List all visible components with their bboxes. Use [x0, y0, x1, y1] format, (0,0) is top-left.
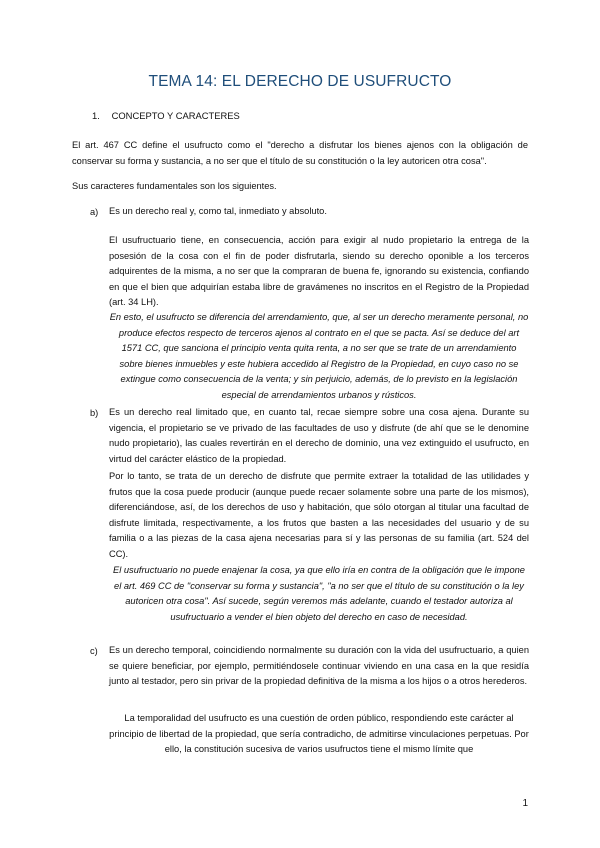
- item-b-note: El usufructuario no puede enajenar la cosa, ya que ello iría en contra de la obligación que le impone el art. 469 CC de "conservar su forma y sustancia", "a no ser que el título de su constitución o la ley autoricen otra cosa". Así sucede, según veremos más adelante, cuando el testador autoriza al usufructuario a vender el bien objeto del derecho en caso de necesidad.: [113, 565, 525, 622]
- section-number: 1.: [92, 110, 100, 121]
- page-title: TEMA 14: EL DERECHO DE USUFRUCTO: [148, 73, 452, 90]
- item-a-body: El usufructuario tiene, en consecuencia, acción para exigir al nudo propietario la entrega de la posesión de la cosa con el fin de poder disfrutarla, siendo su derecho oponible a los terceros adquirentes de la misma, a no ser que la compraran de buena fe, ignorando su existencia, confiando en que el bien que adquirían estaba libre de gravámenes no inscritos en el Registro de la Propiedad (art. 34 LH).: [109, 235, 529, 308]
- item-a-note: En esto, el usufructo se diferencia del arrendamiento, que, al ser un derecho meramente personal, no produce efectos respecto de terceros ajenos al contrato en el que se pacta. Así se deduce del art 1571 CC, que sanciona el principio venta quita renta, a no ser que se trate de un arrendamiento sobre bienes inmuebles y este hubiera accedido al Registro de la Propiedad, en cuyo caso no se extingue como consecuencia de la venta; y sin perjuicio, además, de lo previsto en la legislación especial de arrendamientos urbanos y rústicos.: [109, 312, 529, 400]
- item-a-lead: Es un derecho real y, como tal, inmediato y absoluto.: [109, 206, 327, 216]
- item-b-label: b): [90, 408, 99, 418]
- item-b-lead: Es un derecho real limitado que, en cuanto tal, recae siempre sobre una cosa ajena. Durante su vigencia, el propietario se ve privado de las facultades de uso y disfrute (de ahí que se le denomine nudo propietario), las cuales revertirán en el derecho de dominio, una vez extinguido el usufructo, en virtud del carácter elástico de la propiedad.: [109, 407, 529, 464]
- section-heading: [92, 110, 240, 121]
- item-b-body: Por lo tanto, se trata de un derecho de disfrute que permite extraer la totalidad de las utilidades y frutos que la cosa puede producir (aunque puede recaer solamente sobre una parte de los mismos), diferenciándose, así, de los derechos de uso y habitación, que sólo otorgan al titular una facultad de disfrute limitada, respectivamente, a los frutos que basten a las necesidades del usuario y de su familia o a las piezas de la casa ajena necesarias para sí y las personas de su familia (art. 524 del CC).: [109, 471, 529, 559]
- item-c-body: La temporalidad del usufructo es una cuestión de orden público, respondiendo este carácter al principio de libertad de la propiedad, que sería contradicho, de admitirse vinculaciones perpetuas. Por ello, la constitución sucesiva de varios usufructos tiene el mismo límite que: [109, 713, 529, 755]
- item-c-label: c): [90, 646, 98, 656]
- section-title: CONCEPTO Y CARACTERES: [111, 110, 240, 121]
- intro-paragraph: Sus caracteres fundamentales son los siguientes.: [72, 181, 277, 191]
- item-a-label: a): [90, 207, 99, 217]
- page-number: 1: [522, 798, 528, 809]
- definition-paragraph: El art. 467 CC define el usufructo como el "derecho a disfrutar los bienes ajenos con la obligación de conservar su forma y sustancia, a no ser que el título de su constitución o la ley autoricen otra cosa".: [72, 140, 528, 166]
- item-c-lead: Es un derecho temporal, coincidiendo normalmente su duración con la vida del usufructuario, a quien se quiere beneficiar, por ejemplo, permitiéndosele continuar viviendo en una casa en la que residía junto al testador, pero sin privar de la propiedad definitiva de la misma a los hijos o a otros herederos.: [109, 645, 529, 687]
